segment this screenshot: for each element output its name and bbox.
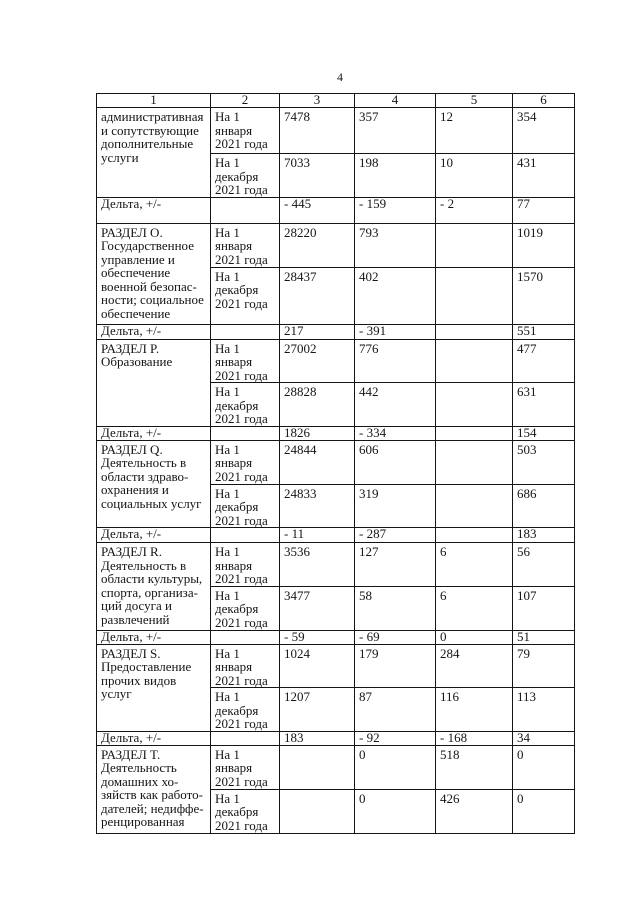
data-row: [97, 745, 575, 789]
value-cell-col5: 284: [436, 644, 513, 688]
empty-cell: [211, 528, 280, 543]
column-number-3: 3: [280, 94, 355, 108]
column-number-5: 5: [436, 94, 513, 108]
delta-value-col5: [436, 324, 513, 339]
value-cell-col5: [436, 440, 513, 484]
value-cell-col3: 7033: [280, 154, 355, 198]
period-cell: На 1 января 2021 года: [211, 745, 280, 789]
value-cell-col3: 28828: [280, 383, 355, 427]
value-cell-col6: 503: [513, 440, 575, 484]
delta-row: [97, 528, 575, 543]
value-cell-col3: 24833: [280, 484, 355, 528]
value-cell-col4: 319: [355, 484, 436, 528]
delta-value-col6: 51: [513, 630, 575, 644]
delta-value-col3: - 445: [280, 197, 355, 223]
delta-row: [97, 630, 575, 644]
delta-value-col4: - 391: [355, 324, 436, 339]
period-cell: На 1 декабря 2021 года: [211, 484, 280, 528]
section-name-cell: РАЗДЕЛ R. Деятельность в области культуры, спорта, организа- ций досуга и развлечений: [97, 543, 211, 631]
value-cell-col5: 10: [436, 154, 513, 198]
empty-cell: [211, 427, 280, 441]
section-name-cell: РАЗДЕЛ O. Государственное управление и обеспечение военной безопас- ности; социальное обеспечение: [97, 223, 211, 324]
delta-value-col6: 34: [513, 732, 575, 746]
data-row: [97, 543, 575, 587]
page-number: 4: [337, 70, 343, 84]
value-cell-col4: 127: [355, 543, 436, 587]
period-cell: На 1 января 2021 года: [211, 108, 280, 154]
value-cell-col3: 24844: [280, 440, 355, 484]
value-cell-col4: 0: [355, 789, 436, 833]
value-cell-col5: [436, 484, 513, 528]
value-cell-col4: 606: [355, 440, 436, 484]
section-name-cell: РАЗДЕЛ T. Деятельность домашних хо- зяйств как работо- дателей; недиффе- ренцированная: [97, 745, 211, 833]
delta-row: [97, 324, 575, 339]
value-cell-col3: 27002: [280, 339, 355, 383]
value-cell-col6: 354: [513, 108, 575, 154]
value-cell-col5: [436, 223, 513, 267]
data-row: [97, 644, 575, 688]
delta-label: Дельта, +/-: [97, 732, 211, 746]
delta-value-col3: - 11: [280, 528, 355, 543]
column-number-2: 2: [211, 94, 280, 108]
value-cell-col5: [436, 267, 513, 324]
delta-value-col3: 183: [280, 732, 355, 746]
delta-value-col6: 551: [513, 324, 575, 339]
data-row: [97, 108, 575, 154]
value-cell-col4: 776: [355, 339, 436, 383]
value-cell-col6: 107: [513, 586, 575, 630]
period-cell: На 1 декабря 2021 года: [211, 789, 280, 833]
value-cell-col6: 56: [513, 543, 575, 587]
delta-value-col4: - 287: [355, 528, 436, 543]
column-number-4: 4: [355, 94, 436, 108]
header-row: [97, 94, 575, 108]
statistics-table: [96, 93, 575, 834]
value-cell-col5: 518: [436, 745, 513, 789]
period-cell: На 1 января 2021 года: [211, 339, 280, 383]
value-cell-col4: 198: [355, 154, 436, 198]
section-name-cell: РАЗДЕЛ P. Образование: [97, 339, 211, 427]
empty-cell: [211, 732, 280, 746]
value-cell-col4: 442: [355, 383, 436, 427]
value-cell-col4: 357: [355, 108, 436, 154]
period-cell: На 1 января 2021 года: [211, 440, 280, 484]
delta-value-col6: 154: [513, 427, 575, 441]
value-cell-col5: 6: [436, 586, 513, 630]
value-cell-col3: [280, 745, 355, 789]
section-name-cell: РАЗДЕЛ S. Предоставление прочих видов услуг: [97, 644, 211, 732]
empty-cell: [211, 630, 280, 644]
value-cell-col6: 113: [513, 688, 575, 732]
delta-label: Дельта, +/-: [97, 427, 211, 441]
delta-label: Дельта, +/-: [97, 528, 211, 543]
value-cell-col4: 402: [355, 267, 436, 324]
delta-value-col4: - 69: [355, 630, 436, 644]
value-cell-col3: 3536: [280, 543, 355, 587]
delta-row: [97, 197, 575, 223]
period-cell: На 1 декабря 2021 года: [211, 383, 280, 427]
data-row: [97, 440, 575, 484]
empty-cell: [211, 324, 280, 339]
value-cell-col4: 58: [355, 586, 436, 630]
value-cell-col6: 686: [513, 484, 575, 528]
value-cell-col5: 6: [436, 543, 513, 587]
value-cell-col6: 631: [513, 383, 575, 427]
value-cell-col6: 1570: [513, 267, 575, 324]
column-number-6: 6: [513, 94, 575, 108]
value-cell-col5: [436, 383, 513, 427]
value-cell-col3: 28437: [280, 267, 355, 324]
value-cell-col5: 116: [436, 688, 513, 732]
value-cell-col6: 79: [513, 644, 575, 688]
period-cell: На 1 декабря 2021 года: [211, 267, 280, 324]
delta-value-col5: - 2: [436, 197, 513, 223]
value-cell-col3: [280, 789, 355, 833]
value-cell-col4: 87: [355, 688, 436, 732]
data-row: [97, 339, 575, 383]
empty-cell: [211, 197, 280, 223]
value-cell-col4: 0: [355, 745, 436, 789]
delta-value-col6: 77: [513, 197, 575, 223]
delta-label: Дельта, +/-: [97, 630, 211, 644]
section-name-cell: административная и сопутствующие дополнительные услуги: [97, 108, 211, 198]
period-cell: На 1 декабря 2021 года: [211, 154, 280, 198]
delta-value-col5: [436, 528, 513, 543]
value-cell-col3: 7478: [280, 108, 355, 154]
delta-label: Дельта, +/-: [97, 197, 211, 223]
value-cell-col5: 12: [436, 108, 513, 154]
period-cell: На 1 января 2021 года: [211, 644, 280, 688]
value-cell-col6: 0: [513, 789, 575, 833]
column-number-1: 1: [97, 94, 211, 108]
delta-value-col5: - 168: [436, 732, 513, 746]
value-cell-col6: 0: [513, 745, 575, 789]
delta-value-col6: 183: [513, 528, 575, 543]
value-cell-col5: [436, 339, 513, 383]
delta-value-col5: 0: [436, 630, 513, 644]
period-cell: На 1 декабря 2021 года: [211, 586, 280, 630]
delta-value-col3: 217: [280, 324, 355, 339]
delta-value-col4: - 92: [355, 732, 436, 746]
delta-value-col3: - 59: [280, 630, 355, 644]
table-body: [97, 108, 575, 834]
value-cell-col5: 426: [436, 789, 513, 833]
value-cell-col6: 1019: [513, 223, 575, 267]
value-cell-col4: 179: [355, 644, 436, 688]
delta-label: Дельта, +/-: [97, 324, 211, 339]
delta-value-col4: - 159: [355, 197, 436, 223]
delta-value-col4: - 334: [355, 427, 436, 441]
value-cell-col3: 1207: [280, 688, 355, 732]
delta-value-col5: [436, 427, 513, 441]
data-row: [97, 223, 575, 267]
period-cell: На 1 января 2021 года: [211, 543, 280, 587]
period-cell: На 1 декабря 2021 года: [211, 688, 280, 732]
value-cell-col3: 28220: [280, 223, 355, 267]
delta-value-col3: 1826: [280, 427, 355, 441]
value-cell-col3: 3477: [280, 586, 355, 630]
value-cell-col6: 431: [513, 154, 575, 198]
delta-row: [97, 427, 575, 441]
value-cell-col4: 793: [355, 223, 436, 267]
delta-row: [97, 732, 575, 746]
value-cell-col3: 1024: [280, 644, 355, 688]
period-cell: На 1 января 2021 года: [211, 223, 280, 267]
value-cell-col6: 477: [513, 339, 575, 383]
section-name-cell: РАЗДЕЛ Q. Деятельность в области здраво- охранения и социальных услуг: [97, 440, 211, 528]
